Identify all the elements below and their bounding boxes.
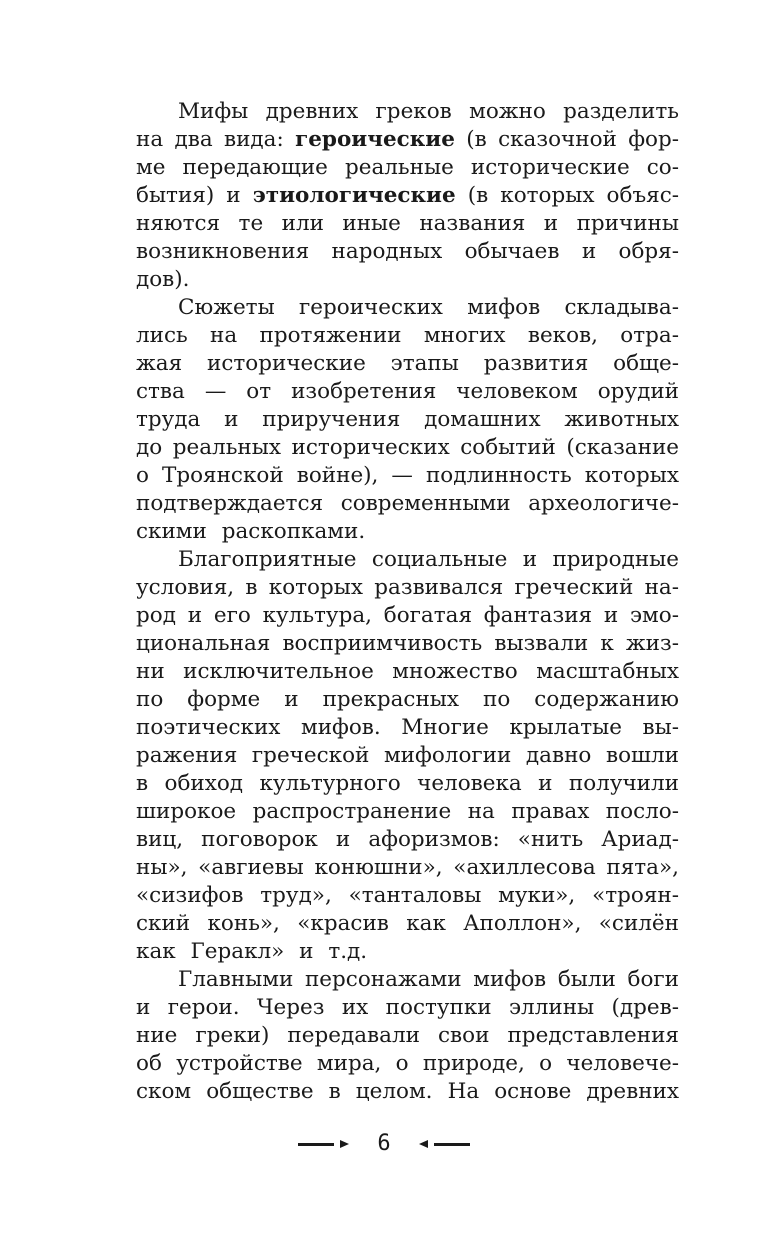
text-line: Мифы древних греков можно разделить <box>178 99 679 124</box>
text-line: как Геракл» и т.д. <box>136 939 368 964</box>
text-line: условия, в которых развивался греческий на- <box>136 575 679 600</box>
text-line: возникновения народных обычаев и обря- <box>136 239 679 264</box>
text-segment: бытия) и <box>136 183 253 208</box>
text-line: широкое распространение на правах посло- <box>136 799 679 824</box>
text-line <box>136 182 679 210</box>
text-line <box>136 126 679 154</box>
text-line: ском обществе в целом. На основе древних <box>136 1079 679 1104</box>
text-line: в обиход культурного человека и получили <box>136 771 679 796</box>
text-line: по форме и прекрасных по содержанию <box>136 687 679 712</box>
text-line: поэтических мифов. Многие крылатые вы- <box>136 715 679 740</box>
text-line: о Троянской войне), — подлинность которых <box>136 463 679 488</box>
text-line: няются те или иные названия и причины <box>136 211 679 236</box>
text-line: и герои. Через их поступки эллины (древ- <box>136 995 679 1020</box>
text-line: Сюжеты героических мифов складыва- <box>178 295 679 320</box>
term-heroic: героические <box>295 127 455 152</box>
text-line: ние греки) передавали свои представления <box>136 1023 679 1048</box>
text-segment: (в которых объяс- <box>455 183 679 208</box>
body-text <box>136 98 679 1106</box>
arrow-right-icon <box>340 1140 349 1148</box>
page-number: 6 <box>377 1131 391 1156</box>
text-line: труда и приручения домашних животных <box>136 407 679 432</box>
text-line: циональная восприимчивость вызвали к жиз- <box>136 631 679 656</box>
text-line: подтверждается современными археологиче- <box>136 491 679 516</box>
text-line: ства — от изобретения человеком орудий <box>136 379 679 404</box>
footer-rule-left <box>298 1143 334 1146</box>
text-line: ни исключительное множество масштабных <box>136 659 679 684</box>
term-etiological: этиологические <box>252 183 456 208</box>
text-line: дов). <box>136 267 190 292</box>
text-segment: на два вида: <box>136 127 296 152</box>
text-line: Благоприятные социальные и природные <box>178 547 679 572</box>
text-line: ме передающие реальные исторические со- <box>136 155 679 180</box>
text-line: скими раскопками. <box>136 519 366 544</box>
text-line: Главными персонажами мифов были боги <box>178 967 679 992</box>
text-line: виц, поговорок и афоризмов: «нить Ариад- <box>136 827 679 852</box>
footer-rule-right <box>434 1143 470 1146</box>
text-line: ражения греческой мифологии давно вошли <box>136 743 679 768</box>
text-line: род и его культура, богатая фантазия и эмо- <box>136 603 679 628</box>
text-line: «сизифов труд», «танталовы муки», «троян- <box>136 883 679 908</box>
text-line: до реальных исторических событий (сказание <box>136 435 679 460</box>
text-segment: (в сказочной фор- <box>454 127 679 152</box>
page-footer <box>0 1126 768 1162</box>
text-line: об устройстве мира, о природе, о человече- <box>136 1051 679 1076</box>
text-line: ны», «авгиевы конюшни», «ахиллесова пята», <box>136 855 679 880</box>
text-line: жая исторические этапы развития обще- <box>136 351 679 376</box>
text-line: лись на протяжении многих веков, отра- <box>136 323 679 348</box>
text-line: ский конь», «красив как Аполлон», «силён <box>136 911 679 936</box>
arrow-left-icon <box>419 1140 428 1148</box>
